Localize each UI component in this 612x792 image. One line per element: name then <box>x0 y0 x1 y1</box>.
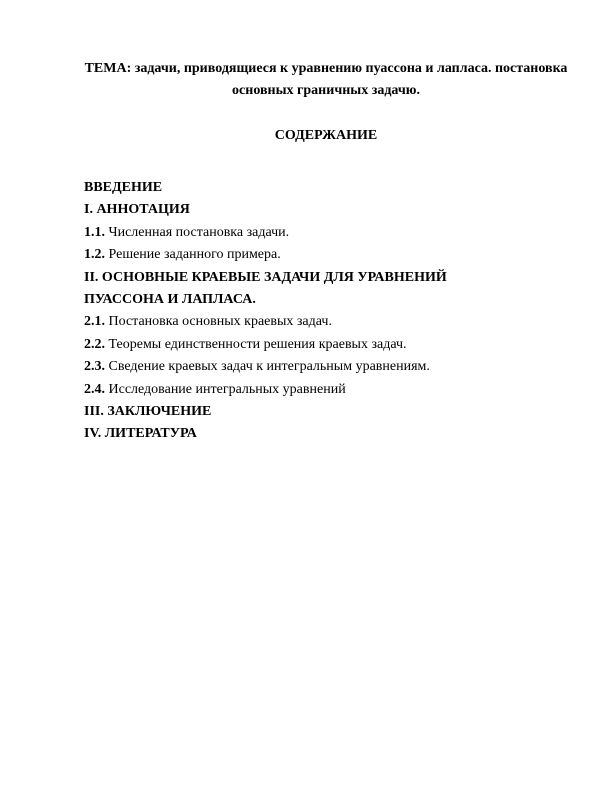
toc-entry-number: 2.2. <box>84 336 105 352</box>
document-title: ТЕМА: задачи, приводящиеся к уравнению пуассона и лапласа. постановка основных граничных задачю. <box>84 61 568 98</box>
toc-entry-number: 2.4. <box>84 381 105 397</box>
toc-entry-number: 1.2. <box>84 247 105 263</box>
toc-entry-text: Теоремы единственности решения краевых задач. <box>105 336 407 352</box>
toc-entry-conclusion <box>84 401 584 423</box>
toc-entry-text: IV. ЛИТЕРАТУРА <box>84 426 197 442</box>
toc-entry-annotation <box>84 199 584 221</box>
toc-entry-2-4 <box>84 379 584 401</box>
toc-entry-text: ПУАССОНА И ЛАПЛАСА. <box>84 292 256 308</box>
toc-entry-number: 1.1. <box>84 224 105 240</box>
toc-entry-text: Численная постановка задачи. <box>105 224 290 240</box>
toc-entry-number: 2.3. <box>84 359 105 375</box>
toc-entry-2-3 <box>84 356 584 378</box>
toc-entry-text: I. АННОТАЦИЯ <box>84 202 190 218</box>
toc-entry-text: II. ОСНОВНЫЕ КРАЕВЫЕ ЗАДАЧИ ДЛЯ УРАВНЕНИЙ <box>84 269 447 285</box>
toc-entry-text: Исследование интегральных уравнений <box>105 381 346 397</box>
toc-entry-2-2 <box>84 334 584 356</box>
toc-entry-literature <box>84 423 584 445</box>
toc-entry-text: Постановка основных краевых задач. <box>105 314 332 330</box>
toc-entry-1-2 <box>84 244 584 266</box>
toc-entry-introduction <box>84 177 584 199</box>
table-of-contents <box>84 177 584 446</box>
toc-entry-text: Сведение краевых задач к интегральным уравнениям. <box>105 359 430 375</box>
contents-heading: СОДЕРЖАНИЕ <box>274 128 378 143</box>
toc-entry-text: III. ЗАКЛЮЧЕНИЕ <box>84 404 212 420</box>
toc-entry-text: Решение заданного примера. <box>105 247 281 263</box>
toc-entry-section-2-line-1 <box>84 267 584 289</box>
toc-entry-number: 2.1. <box>84 314 105 330</box>
toc-entry-section-2-line-2 <box>84 289 584 311</box>
toc-entry-2-1 <box>84 311 584 333</box>
toc-entry-text: ВВЕДЕНИЕ <box>84 180 163 195</box>
toc-entry-1-1 <box>84 222 584 244</box>
